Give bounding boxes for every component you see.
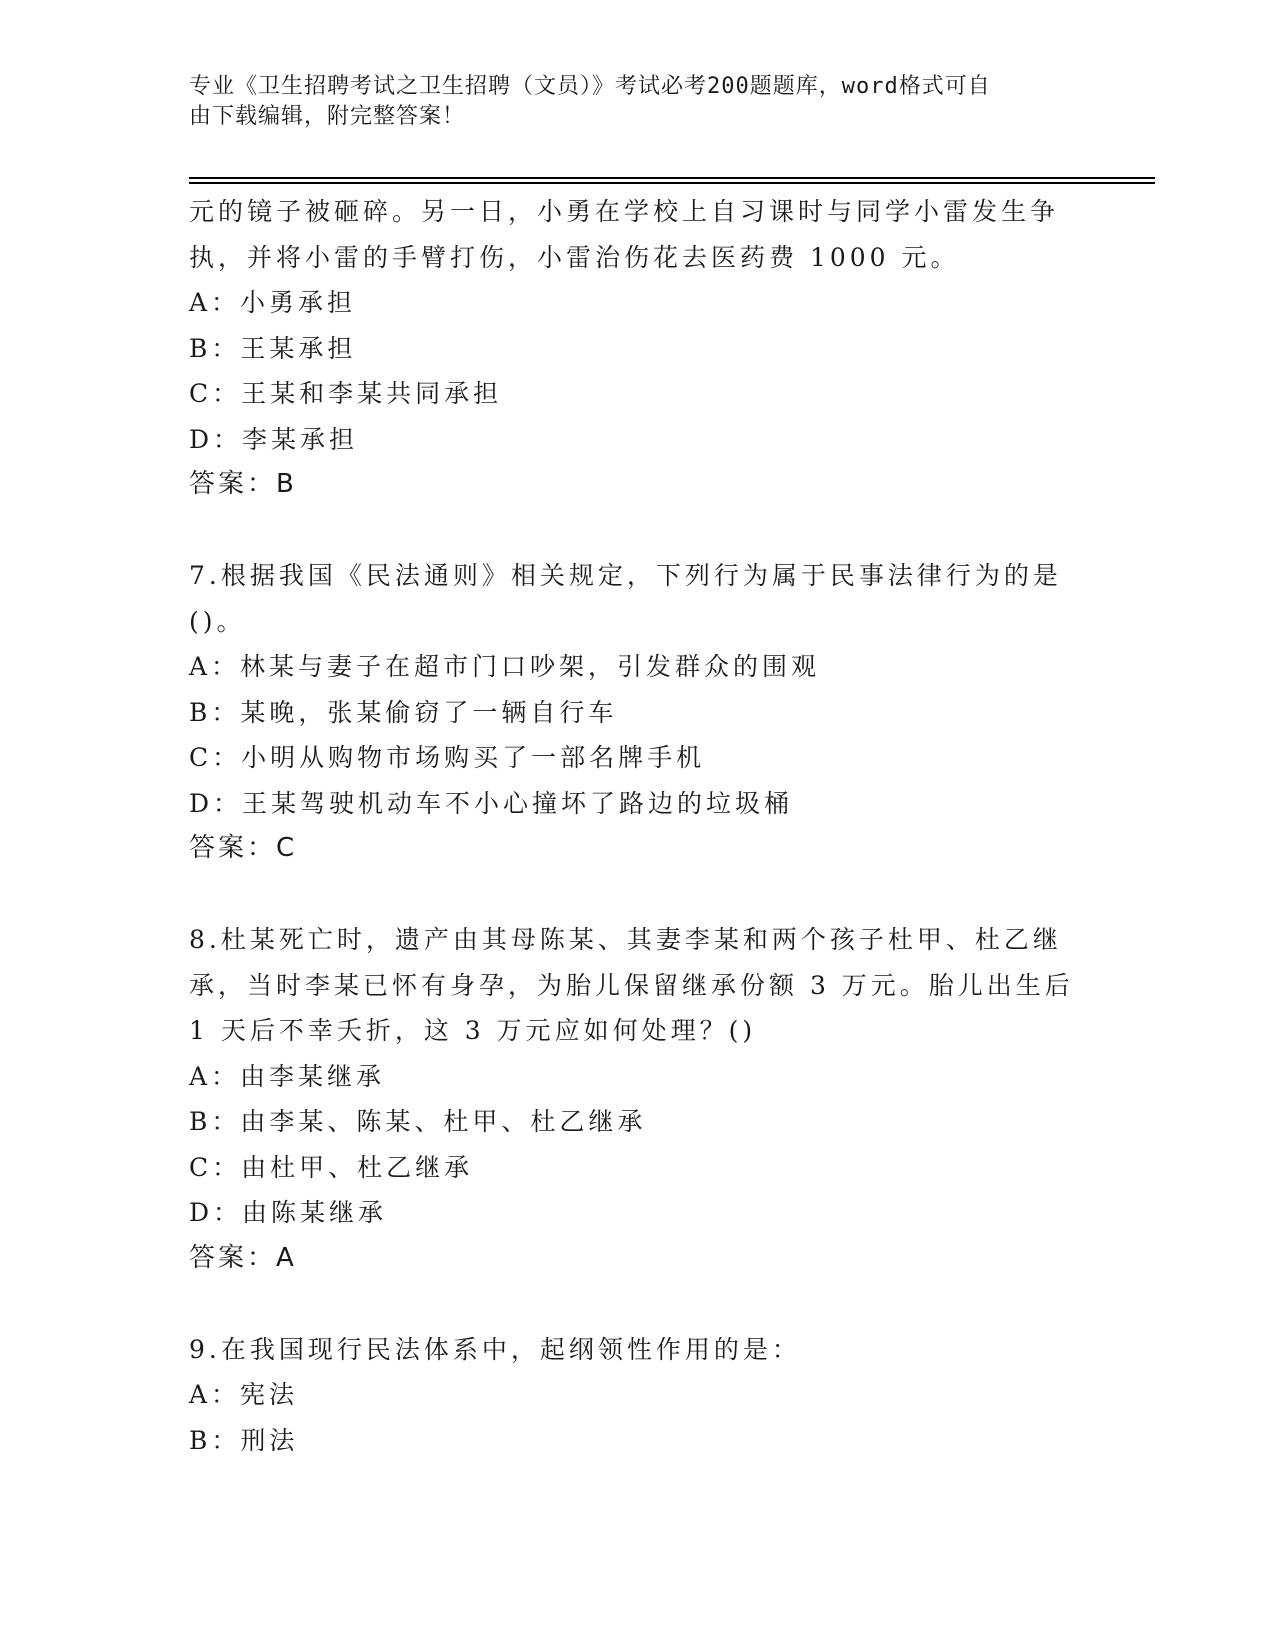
question-6 <box>189 189 1069 508</box>
option-c: C：由杜甲、杜乙继承 <box>189 1152 474 1182</box>
option-a: A：由李某继承 <box>189 1061 386 1091</box>
question-stem-line: 1 天后不幸夭折，这 3 万元应如何处理？() <box>189 1016 757 1045</box>
question-stem-line: 8.杜某死亡时，遗产由其母陈某、其妻李某和两个孩子杜甲、杜乙继 <box>189 925 1062 954</box>
question-stem-line: 执，并将小雷的手臂打伤，小雷治伤花去医药费 1000 元。 <box>189 242 960 272</box>
question-8 <box>189 917 1074 1281</box>
option-b: B：由李某、陈某、杜甲、杜乙继承 <box>189 1107 647 1136</box>
document-header <box>189 72 1069 132</box>
header-divider-bottom <box>189 182 1155 184</box>
header-divider-top <box>189 177 1155 179</box>
option-a: A：宪法 <box>189 1380 299 1409</box>
option-d: D：王某驾驶机动车不小心撞坏了路边的垃圾桶 <box>189 788 794 818</box>
option-d: D：由陈某继承 <box>189 1198 388 1227</box>
question-spacer <box>189 508 1069 554</box>
question-spacer <box>189 872 1069 918</box>
header-line-1: 专业《卫生招聘考试之卫生招聘（文员）》考试必考200题题库，word格式可自 <box>189 74 991 99</box>
answer-line: 答案：B <box>189 469 297 499</box>
question-spacer <box>189 1281 1069 1327</box>
question-7 <box>189 553 1069 872</box>
answer-line: 答案：A <box>189 1242 297 1273</box>
question-stem-line: 承，当时李某已怀有身孕，为胎儿保留继承份额 3 万元。胎儿出生后 <box>189 970 1074 1000</box>
question-9 <box>189 1327 1069 1464</box>
option-c: C：王某和李某共同承担 <box>189 379 503 408</box>
question-stem-line: 7.根据我国《民法通则》相关规定，下列行为属于民事法律行为的是 <box>189 561 1062 590</box>
option-a: A：小勇承担 <box>189 288 357 317</box>
answer-line: 答案：C <box>189 833 298 863</box>
option-c: C：小明从购物市场购买了一部名牌手机 <box>189 743 706 772</box>
question-stem-line: 元的镜子被砸碎。另一日，小勇在学校上自习课时与同学小雷发生争 <box>189 197 1060 226</box>
question-stem-line: 9.在我国现行民法体系中，起纲领性作用的是： <box>189 1334 801 1364</box>
option-b: B：王某承担 <box>189 333 357 363</box>
question-list <box>189 189 1074 1463</box>
header-line-2: 由下载编辑，附完整答案！ <box>189 104 466 129</box>
option-b: B：刑法 <box>189 1425 299 1455</box>
option-b: B：某晚，张某偷窃了一辆自行车 <box>189 697 618 727</box>
option-d: D：李某承担 <box>189 424 359 454</box>
option-a: A：林某与妻子在超市门口吵架，引发群众的围观 <box>189 652 821 681</box>
question-stem-line: ()。 <box>189 606 246 636</box>
